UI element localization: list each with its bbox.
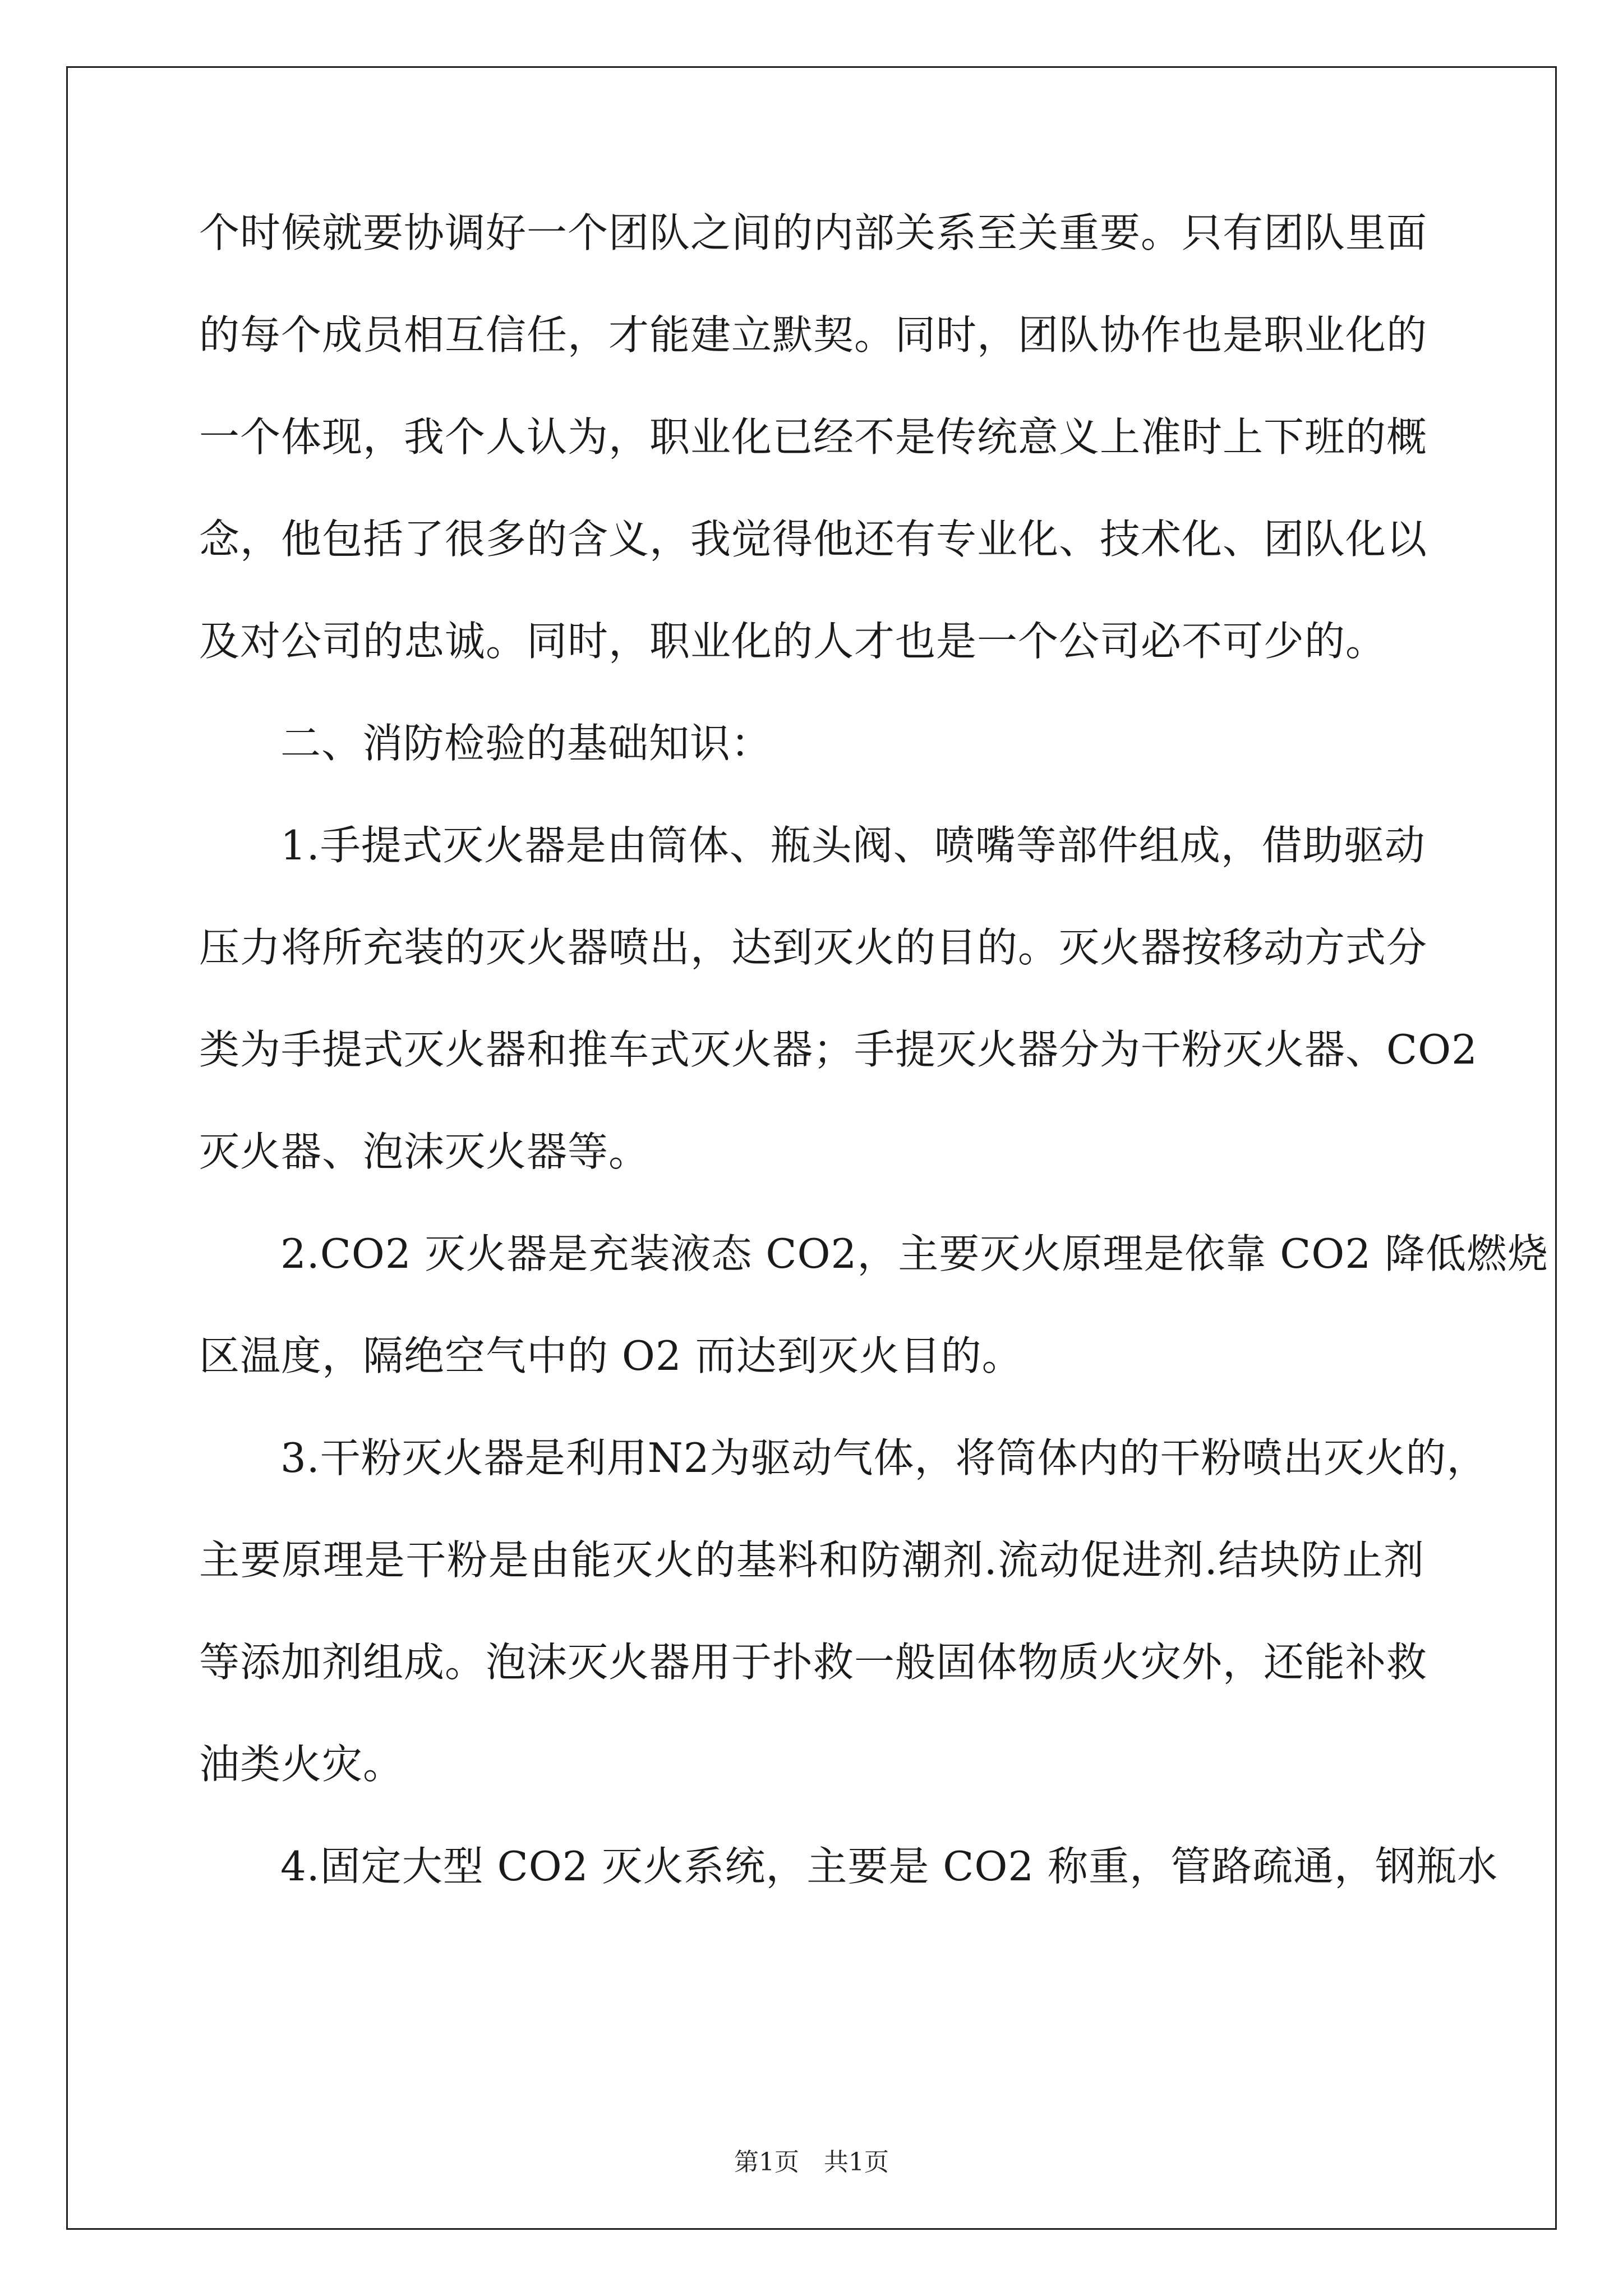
text-line: 等添加剂组成。泡沫灭火器用于扑救一般固体物质火灾外，还能补救 bbox=[199, 1639, 1428, 1686]
text-line: 3.干粉灭火器是利用N2为驱动气体，将筒体内的干粉喷出灭火的， bbox=[280, 1434, 1488, 1481]
text-line: 2.CO2 灭火器是充装液态 CO2，主要灭火原理是依靠 CO2 降低燃烧 bbox=[280, 1230, 1549, 1277]
text-line: 4.固定大型 CO2 灭火系统，主要是 CO2 称重，管路疏通，钢瓶水 bbox=[280, 1843, 1498, 1890]
page-number-footer: 第1页 共1页 bbox=[734, 2148, 889, 2177]
text-line: 压力将所充装的灭火器喷出，达到灭火的目的。灭火器按移动方式分 bbox=[199, 924, 1428, 971]
text-line: 的每个成员相互信任，才能建立默契。同时，团队协作也是职业化的 bbox=[199, 311, 1428, 358]
text-line: 1.手提式灭火器是由筒体、瓶头阀、喷嘴等部件组成，借助驱动 bbox=[280, 822, 1426, 869]
text-line: 一个体现，我个人认为，职业化已经不是传统意义上准时上下班的概 bbox=[199, 413, 1428, 461]
text-line: 念，他包括了很多的含义，我觉得他还有专业化、技术化、团队化以 bbox=[199, 516, 1428, 563]
text-line: 区温度，隔绝空气中的 O2 而达到灭火目的。 bbox=[199, 1332, 1023, 1379]
text-line: 灭火器、泡沫灭火器等。 bbox=[199, 1128, 650, 1175]
text-line: 油类火灾。 bbox=[199, 1741, 404, 1788]
document-body bbox=[199, 208, 1549, 1943]
section-heading: 二、消防检验的基础知识： bbox=[280, 720, 772, 767]
text-line: 及对公司的忠诚。同时，职业化的人才也是一个公司必不可少的。 bbox=[199, 618, 1387, 665]
text-line: 类为手提式灭火器和推车式灭火器；手提灭火器分为干粉灭火器、CO2 bbox=[199, 1026, 1478, 1073]
text-line: 个时候就要协调好一个团队之间的内部关系至关重要。只有团队里面 bbox=[199, 209, 1428, 256]
text-line: 主要原理是干粉是由能灭火的基料和防潮剂.流动促进剂.结块防止剂 bbox=[199, 1536, 1424, 1584]
